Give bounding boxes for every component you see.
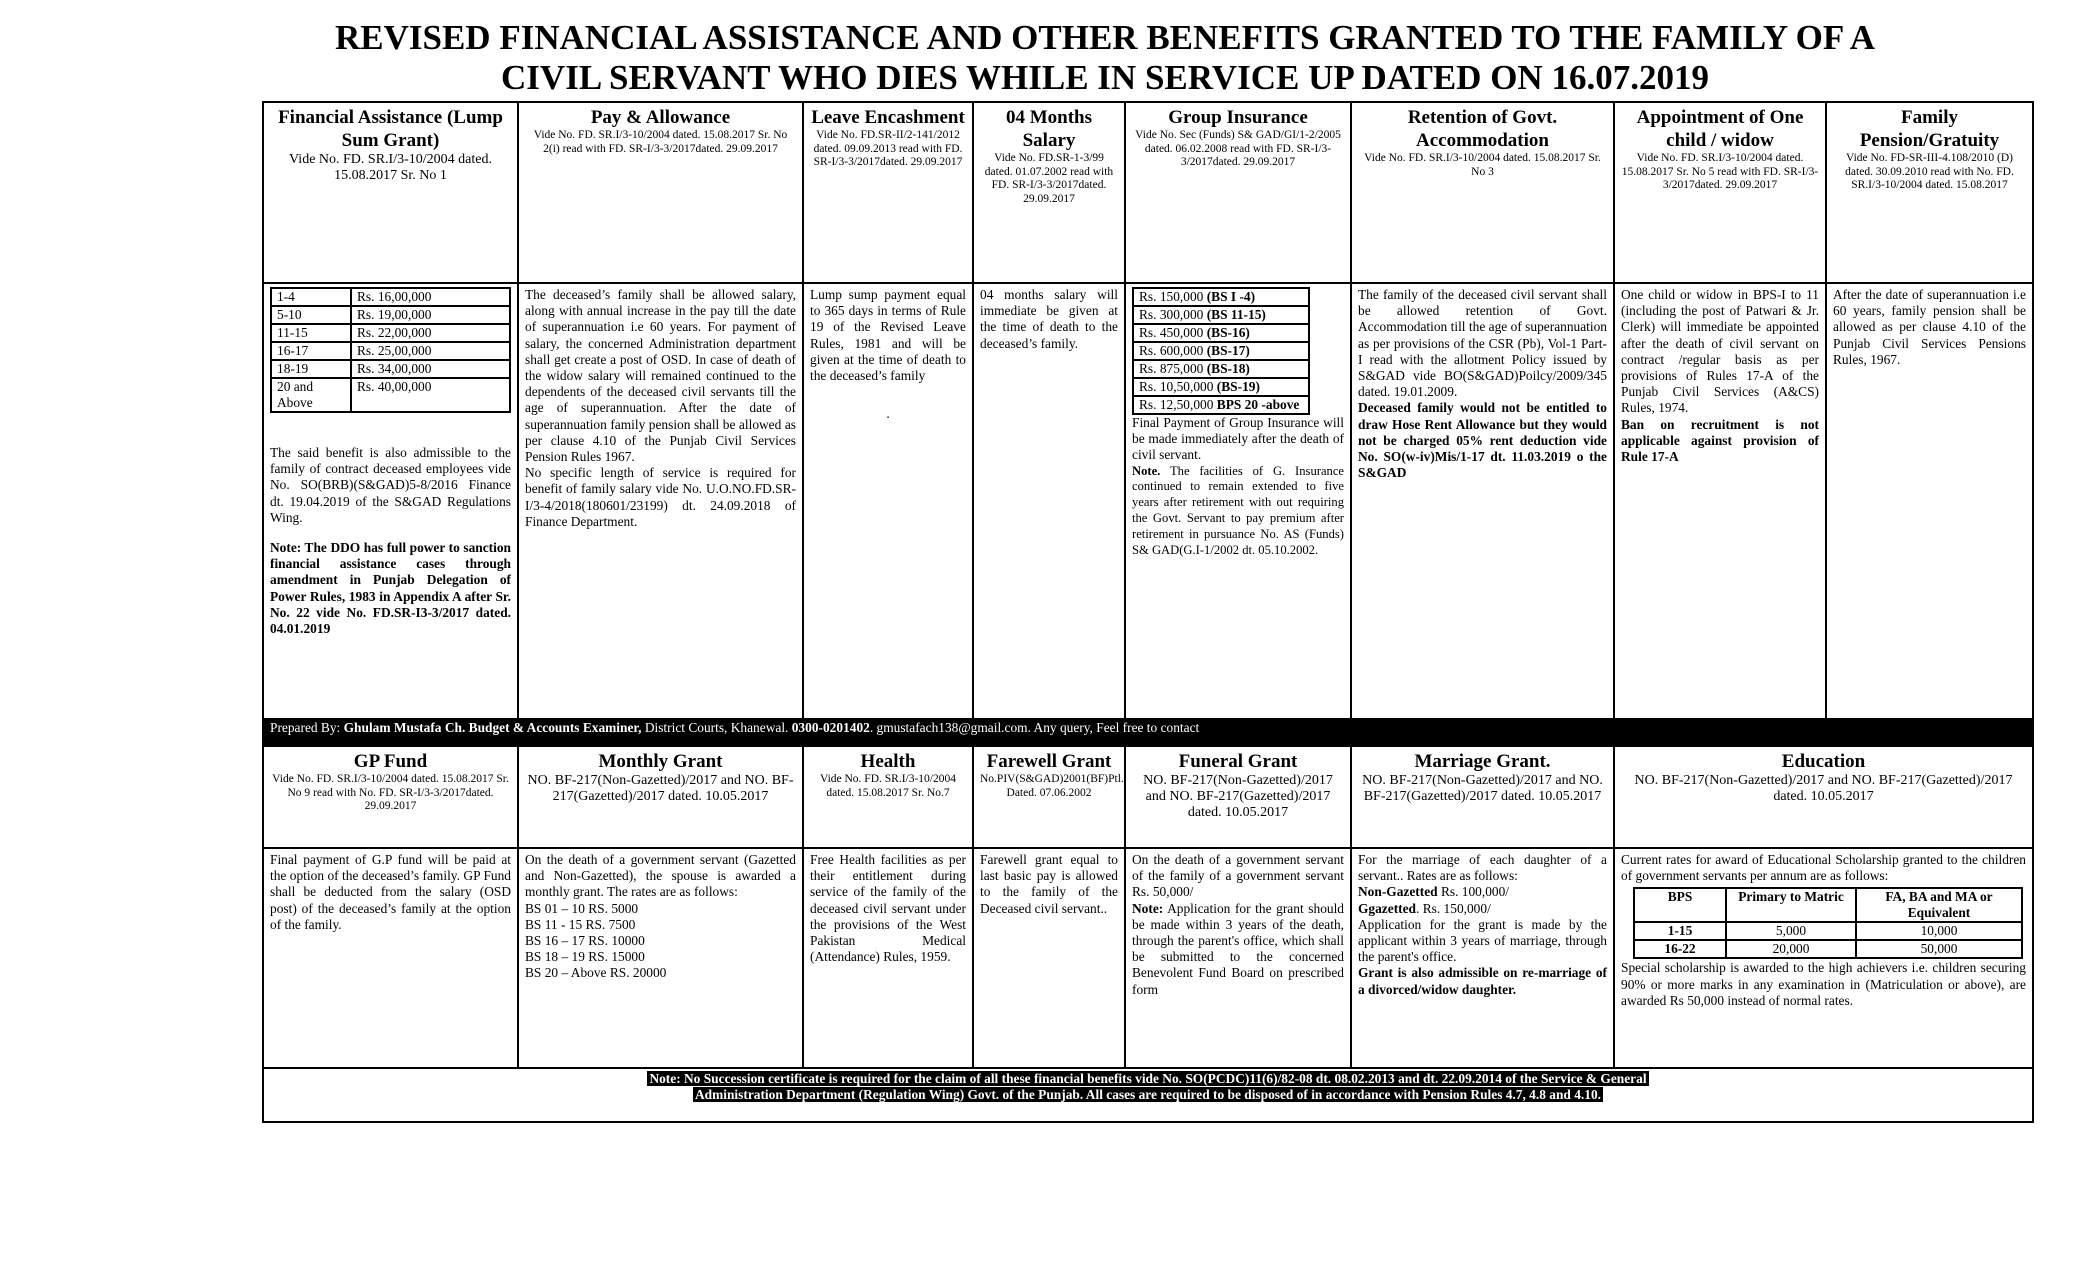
insurance-rate [1133,306,1309,324]
header-appointment [1614,102,1826,283]
cell-financial-assistance [263,283,518,719]
retention-paragraph-1: The family of the deceased civil servant shall be allowed retention of Govt. Accommodation till the age of superannuation as per provisions of the CSR (Pb), Vol-1 Part-I read with the allotment Policy issued by S&GAD vide BO(S&GAD)Poilcy/2009/345 dated. 19.01.2009. [1358,287,1607,400]
insurance-note-text: The facilities of G. Insurance continued to remain extended to five years after retirement with out requiring the Govt. Servant to pay premium after retirement in pursuance No. AS (Funds) S& GAD(G.I-1/2002 dt. 05.10.2002. [1132,463,1345,557]
scholarship-fa: 50,000 [1856,940,2022,958]
insurance-paragraph: Final Payment of Group Insurance will be made immediately after the death of civil servant. [1132,415,1344,463]
marriage-g-label: Ggazetted [1358,900,1417,916]
succession-note [263,1068,2033,1122]
header-ref: NO. BF-217(Non-Gazetted)/2017 and NO. BF-217(Gazetted)/2017 dated. 10.05.2017 [1143,773,1333,820]
benefits-table-frame [262,101,2032,1123]
lump-sum-row [271,306,510,324]
insurance-table [1132,287,1310,415]
insurance-bps: BPS 20 -above [1216,397,1300,412]
header-funeral-grant [1125,746,1351,848]
marriage-paragraph-1: For the marriage of each daughter of a servant.. Rates are as follows: [1358,852,1607,884]
insurance-bps: (BS-16) [1206,325,1250,340]
prepared-by-row [263,719,2033,746]
header-family-pension [1826,102,2033,283]
cell-funeral-grant [1125,848,1351,1068]
cell-health [803,848,973,1068]
insurance-amount: Rs. 150,000 [1139,289,1204,304]
header-ref: Vide No. FD. SR.I/3-10/2004 dated. 15.08.2017 Sr. No 9 read with No. FD. SR-I/3-3/2017dated. 29.09.2017 [272,773,509,812]
appointment-paragraph-2: Ban on recruitment is not applicable against provision of Rule 17-A [1621,416,1819,465]
lump-sum-amount: Rs. 22,00,000 [351,324,510,342]
lump-sum-row [271,360,510,378]
health-text: Free Health facilities as per their entitlement during service of the family of the deceased civil servant under the provisions of the West Pakistan Medical (Attendance) Rules, 1959. [810,852,966,965]
header-group-insurance [1125,102,1351,283]
monthly-rate: BS 16 – 17 RS. 10000 [525,933,645,949]
appointment-paragraph-1: One child or widow in BPS-I to 11 (including the post of Patwari & Jr. Clerk) will immediate be appointed after the death of civil servant on contract /regular basis as per provisions of Rules 17-A of the Punjab Civil Services (A&CS) Rules, 1974. [1621,287,1819,416]
scholarship-table [1633,887,2023,959]
cell-gp-fund [263,848,518,1068]
marriage-paragraph-2: Application for the grant is made by the applicant within 3 years of marriage, through the parent's office. [1358,916,1607,965]
header-health [803,746,973,848]
header-ref: No.PIV(S&GAD)2001(BF)Ptl. Dated. 07.06.2002 [980,773,1124,799]
monthly-rate: BS 01 – 10 RS. 5000 [525,900,639,916]
insurance-rate [1133,378,1309,396]
scholarship-primary: 5,000 [1726,922,1856,940]
header-title: Health [860,751,916,772]
lump-sum-row [271,288,510,306]
header-leave-encashment [803,102,973,283]
insurance-row [1133,360,1309,378]
lump-sum-bps: 5-10 [271,306,351,324]
monthly-rate: BS 20 – Above RS. 20000 [525,965,667,981]
cell-leave-encashment [803,283,973,719]
lump-sum-amount: Rs. 34,00,000 [351,360,510,378]
header-title: Group Insurance [1168,107,1308,128]
funeral-note-label: Note: [1132,900,1164,916]
cell-four-months-salary [973,283,1125,719]
header-title: Retention of Govt. Accommodation [1407,107,1558,151]
header-title: Pay & Allowance [590,107,731,128]
farewell-text: Farewell grant equal to last basic pay is allowed to the family of the Deceased civil servant.. [980,852,1118,916]
insurance-bps: (BS I -4) [1206,289,1256,304]
top-header-row [263,102,2033,283]
scholarship-bps: 16-22 [1634,940,1726,958]
insurance-bps: (BS-19) [1216,379,1260,394]
monthly-paragraph: On the death of a government servant (Gazetted and Non-Gazetted), the spouse is awarded a monthly grant. The rates are as follows: [525,852,796,900]
cell-pay-allowance [518,283,803,719]
insurance-amount: Rs. 450,000 [1139,325,1204,340]
insurance-note [1132,464,1344,559]
lump-sum-paragraph: The said benefit is also admissible to the family of contract deceased employees vide No. SO(BRB)(S&GAD)5-8/2016 Finance dt. 19.04.2019 of the S&GAD Regulations Wing. [270,445,511,525]
header-title: Monthly Grant [598,751,723,772]
insurance-row [1133,342,1309,360]
four-months-text: 04 months salary will immediate be given at the time of death to the deceased’s family. [980,287,1118,351]
funeral-note-text: Application for the grant should be made within 3 years of the death, through the parent's office, which shall be submitted to the concerned Benevolent Fund Board on prescribed form [1132,900,1344,997]
header-title: Marriage Grant. [1414,751,1551,772]
cell-family-pension [1826,283,2033,719]
cell-group-insurance [1125,283,1351,719]
scholarship-fa: 10,000 [1856,922,2022,940]
insurance-amount: Rs. 12,50,000 [1139,397,1214,412]
header-ref: NO. BF-217(Non-Gazetted)/2017 and NO. BF-217(Gazetted)/2017 dated. 10.05.2017 [527,773,794,804]
header-ref: Vide No. FD-SR-III-4.108/2010 (D) dated. 30.09.2010 read with No. FD. SR.I/3-10/2004 dated. 15.08.2017 [1845,152,2014,191]
marriage-non-gazetted [1358,884,1607,900]
scholarship-row [1634,922,2022,940]
scholarship-row [1634,940,2022,958]
header-title: Education [1781,751,1866,772]
lump-sum-amount: Rs. 25,00,000 [351,342,510,360]
header-title: Family Pension/Gratuity [1859,107,2000,151]
monthly-rate: BS 11 - 15 RS. 7500 [525,916,636,932]
funeral-paragraph: On the death of a government servant of the family of a government servant Rs. 50,000/ [1132,852,1344,900]
insurance-amount: Rs. 300,000 [1139,307,1204,322]
lump-sum-bps: 18-19 [271,360,351,378]
marriage-g-value: . Rs. 150,000/ [1416,900,1491,916]
insurance-bps: (BS 11-15) [1206,307,1266,322]
scholarship-header-bps: BPS [1634,888,1726,922]
header-ref: Vide No. FD. SR.I/3-10/2004 dated. 15.08.2017 Sr. No 1 [289,152,492,183]
funeral-note [1132,901,1344,998]
header-title: 04 Months Salary [1005,107,1093,151]
header-ref: Vide No. FD.SR-1-3/99 dated. 01.07.2002 read with FD. SR-I/3-3/2017dated. 29.09.2017 [984,152,1114,205]
bottom-body-row [263,848,2033,1068]
marriage-ng-label: Non-Gazetted [1358,884,1438,900]
header-title: Leave Encashment [811,107,965,128]
header-farewell-grant [973,746,1125,848]
marriage-gazetted [1358,901,1607,917]
prepared-phone: 0300-0201402 [791,720,870,735]
header-ref: Vide No. FD. SR.I/3-10/2004 dated. 15.08.2017 Sr. No 3 [1364,152,1601,178]
insurance-row [1133,324,1309,342]
marriage-ng-value: Rs. 100,000/ [1437,884,1510,900]
lump-sum-amount: Rs. 40,00,000 [351,378,510,412]
header-gp-fund [263,746,518,848]
retention-paragraph-2: Deceased family would not be entitled to draw Hose Rent Allowance but they would not be charged 05% rent deduction vide No. SO(w-iv)Mis/1-17 dt. 11.03.2019 o the S&GAD [1358,400,1607,481]
header-retention [1351,102,1614,283]
pay-paragraph-2: No specific length of service is required for benefit of family salary vide No. U.O.NO.FD.SR-I/3-4/2018(180601/23199) dt. 24.09.2018 of Finance Department. [525,465,796,529]
header-ref: Vide No. FD. SR.I/3-10/2004 dated. 15.08.2017 Sr. No 5 read with FD. SR-I/3-3/2017dated. 29.09.2017 [1621,152,1819,191]
header-marriage-grant [1351,746,1614,848]
scholarship-header-fa: FA, BA and MA or Equivalent [1856,888,2022,922]
insurance-row [1133,306,1309,324]
prepared-name: Ghulam Mustafa Ch. Budget & Accounts Examiner, [343,720,642,735]
title-line-2: CIVIL SERVANT WHO DIES WHILE IN SERVICE UP DATED ON 16.07.2019 [501,58,1709,97]
lump-sum-bps: 16-17 [271,342,351,360]
insurance-row [1133,288,1309,306]
gp-fund-text: Final payment of G.P fund will be paid at the option of the deceased’s family. GP Fund shall be deducted from the salary (OSD post) of the deceased’s family at the option of the family. [270,852,511,932]
scholarship-primary: 20,000 [1726,940,1856,958]
scholarship-header-primary: Primary to Matric [1726,888,1856,922]
marriage-paragraph-3: Grant is also admissible on re-marriage of a divorced/widow daughter. [1358,965,1607,997]
header-title: Appointment of One child / widow [1636,107,1804,151]
insurance-rate [1133,396,1309,414]
lump-sum-amount: Rs. 19,00,000 [351,306,510,324]
header-education [1614,746,2033,848]
lump-sum-bps: 11-15 [271,324,351,342]
header-ref: Vide No. FD. SR.I/3-10/2004 dated. 15.08.2017 Sr. No.7 [819,773,957,799]
prepared-contact: . gmustafach138@gmail.com. Any query, Feel free to contact [869,720,1200,735]
insurance-bps: (BS-17) [1206,343,1250,358]
header-title: GP Fund [353,751,428,772]
benefits-table [262,101,2034,1123]
monthly-rate: BS 18 – 19 RS. 15000 [525,949,645,965]
pay-paragraph-1: The deceased’s family shall be allowed salary, along with annual increase in the pay till the date of superannuation i.e 60 years. For payment of salary, the concerned Administration department shall get create a post of OSD. In case of death of the widow salary will remained continued to the dependents of the deceased civil servants till the age of superannuation. After the date of superannuation family pension shall be allowed as per clause 4.10 of the Punjab Civil Services Pension Rules 1967. [525,287,796,465]
leave-dot: . [886,406,890,422]
lump-sum-amount: Rs. 16,00,000 [351,288,510,306]
lump-sum-bps: 1-4 [271,288,351,306]
top-body-row [263,283,2033,719]
scholarship-header-row [1634,888,2022,922]
leave-text: Lump sump payment equal to 365 days in terms of Rule 19 of the Revised Leave Rules, 1981 and will be given at the time of death to the deceased’s family [810,287,966,384]
prepared-by-banner [263,719,2033,746]
cell-education [1614,848,2033,1068]
header-four-months-salary [973,102,1125,283]
insurance-amount: Rs. 10,50,000 [1139,379,1214,394]
insurance-rate [1133,324,1309,342]
insurance-amount: Rs. 600,000 [1139,343,1204,358]
lump-sum-table [270,287,511,413]
prepared-label: Prepared By: [270,720,344,735]
pension-text: After the date of superannuation i.e 60 years, family pension shall be allowed as per clause 4.10 of the Punjab Civil Services Pensions Rules, 1967. [1833,287,2026,367]
insurance-note-label: Note. [1132,463,1161,478]
education-paragraph-1: Current rates for award of Educational Scholarship granted to the children of government servants per annum are as follows: [1621,852,2026,884]
insurance-rate [1133,288,1309,306]
insurance-rate [1133,360,1309,378]
header-title: Farewell Grant [986,751,1112,772]
header-ref: NO. BF-217(Non-Gazetted)/2017 and NO. BF-217(Gazetted)/2017 dated. 10.05.2017 [1362,773,1603,804]
title-line-1: REVISED FINANCIAL ASSISTANCE AND OTHER BENEFITS GRANTED TO THE FAMILY OF A [334,18,1876,57]
insurance-row [1133,378,1309,396]
note-line-1: Note: No Succession certificate is required for the claim of all these financial benefits vide No. SO(PCDC)11(6)/82-08 dt. 08.02.2013 and dt. 22.09.2014 of the Service & General [649,1071,1647,1086]
insurance-amount: Rs. 875,000 [1139,361,1204,376]
cell-appointment [1614,283,1826,719]
header-ref: NO. BF-217(Non-Gazetted)/2017 and NO. BF-217(Gazetted)/2017 dated. 10.05.2017 [1634,773,2013,804]
prepared-place: District Courts, Khanewal. [641,720,792,735]
header-ref: Vide No. Sec (Funds) S& GAD/GI/1-2/2005 dated. 06.02.2008 read with FD. SR-I/3-3/2017dated. 29.09.2017 [1135,129,1341,168]
header-monthly-grant [518,746,803,848]
header-title: Financial Assistance (Lump Sum Grant) [278,107,503,151]
header-ref: Vide No. FD.SR-II/2-141/2012 dated. 09.09.2013 read with FD. SR-I/3-3/2017dated. 29.09.2017 [813,129,963,168]
page-title [0,18,2100,98]
insurance-row [1133,396,1309,414]
insurance-rate [1133,342,1309,360]
lump-sum-note: Note: The DDO has full power to sanction financial assistance cases through amendment in Punjab Delegation of Power Rules, 1983 in Appendix A after Sr. No. 22 vide No. FD.SR-I3-3/2017 dated. 04.01.2019 [270,540,511,637]
lump-sum-row [271,378,510,412]
header-financial-assistance [263,102,518,283]
scholarship-bps: 1-15 [1634,922,1726,940]
cell-monthly-grant [518,848,803,1068]
insurance-bps: (BS-18) [1206,361,1250,376]
cell-marriage-grant [1351,848,1614,1068]
header-pay-allowance [518,102,803,283]
lump-sum-bps: 20 and Above [271,378,351,412]
note-row [263,1068,2033,1122]
note-line-2: Administration Department (Regulation Wing) Govt. of the Punjab. All cases are required to be disposed of in accordance with Pension Rules 4.7, 4.8 and 4.10. [694,1087,1601,1103]
bottom-header-row [263,746,2033,848]
lump-sum-row [271,324,510,342]
header-title: Funeral Grant [1178,751,1298,772]
lump-sum-row [271,342,510,360]
cell-farewell-grant [973,848,1125,1068]
cell-retention [1351,283,1614,719]
header-ref: Vide No. FD. SR.I/3-10/2004 dated. 15.08.2017 Sr. No 2(i) read with FD. SR-I/3-3/2017dated. 29.09.2017 [533,129,788,155]
education-paragraph-2: Special scholarship is awarded to the high achievers i.e. children securing 90% or more marks in any examination in (Matriculation or above), are awarded Rs 50,000 instead of normal rates. [1621,960,2026,1008]
